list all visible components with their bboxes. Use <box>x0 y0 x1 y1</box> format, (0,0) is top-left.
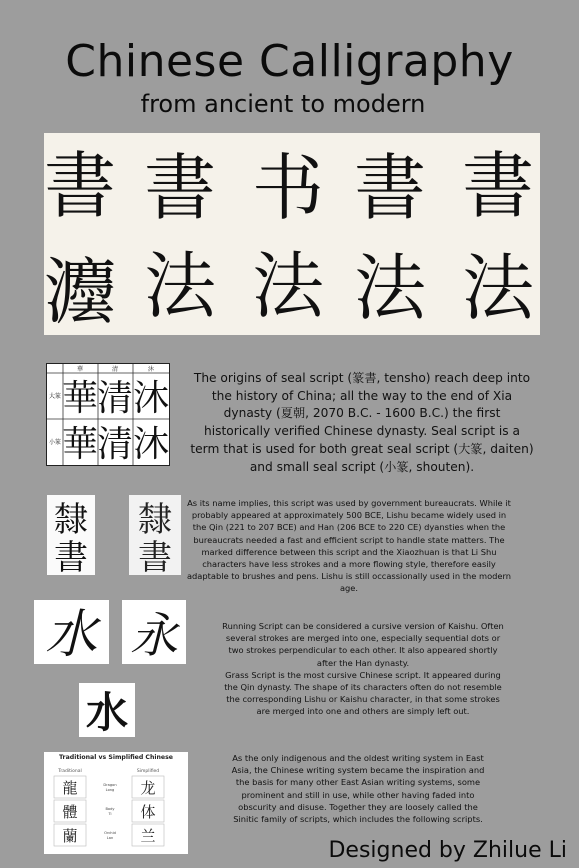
banner-glyph-top-1: 書 <box>44 144 117 228</box>
grass-script-sample-image <box>122 600 186 664</box>
running-script-paragraph <box>222 620 504 718</box>
banner-glyph-bottom-4: 法 <box>354 246 427 330</box>
tradsimp-simp-1: 龙 <box>140 779 156 797</box>
tradsimp-title: Traditional vs Simplified Chinese <box>59 754 173 761</box>
tradsimp-simp-3: 兰 <box>140 827 156 845</box>
seal-header-2: 清 <box>111 366 119 373</box>
tradsimp-trad-2: 體 <box>62 803 78 821</box>
banner-glyph-top-4: 書 <box>354 146 427 230</box>
poster-title: Chinese Calligraphy <box>65 36 514 87</box>
seal-cell-1-2: 清 <box>96 378 134 419</box>
running-1-char: 水 <box>44 605 98 664</box>
seal-row-label-1: 大篆 <box>48 393 62 400</box>
running-script-sample-2-image <box>79 683 135 737</box>
seal-cell-2-1: 華 <box>61 424 99 465</box>
banner-glyph-bottom-3: 法 <box>252 244 325 328</box>
banner-glyph-top-3: 书 <box>252 146 325 230</box>
running-script-sample-1-image <box>34 600 109 664</box>
tradsimp-pinyin-2: Ti <box>108 812 112 816</box>
calligraphy-banner-image <box>44 133 540 335</box>
tradsimp-col-left: Traditional <box>58 769 82 774</box>
lishu-2-char-2: 書 <box>138 538 172 575</box>
lishu-1-char-2: 書 <box>54 538 88 575</box>
poster-subtitle: from ancient to modern <box>140 90 426 118</box>
tradsimp-simp-2: 体 <box>140 803 156 821</box>
lishu-1-char-1: 隸 <box>54 500 88 540</box>
running-3-char: 水 <box>85 688 129 737</box>
designer-signature: Designed by Zhilue Li <box>328 838 567 863</box>
seal-cell-2-3: 沐 <box>132 424 169 465</box>
seal-cell-2-2: 清 <box>96 424 134 465</box>
traditional-vs-simplified-image <box>44 752 188 854</box>
seal-header-3: 沐 <box>147 366 155 373</box>
banner-glyph-bottom-1: 灋 <box>44 250 117 334</box>
tradsimp-trad-3: 蘭 <box>62 827 78 845</box>
tradsimp-col-right: Simplified <box>136 769 160 774</box>
banner-glyph-top-2: 書 <box>144 146 217 230</box>
lishu-paragraph: As its name implies, this script was used by government bureaucrats. While it probably appeared at approximately 500 BCE, Lishu became widely used in the Qin (221 to 207 BCE) and Han (206 BCE to 220 CE) dyansties when the bureaucrats needed a fast and efficient script to handle state matters. The marked difference between this script and the Xiaozhuan is that Li Shu characters have less strokes and a more flowing style, therefore easily adaptable to brushes and pens. Lishu is still occassionally used in the modern age. <box>186 498 512 594</box>
sinitic-paragraph: As the only indigenous and the oldest writing system in East Asia, the Chinese writing system became the inspiration and the basis for many other East Asian writing systems, some prominent and still in use, while other having faded into obscurity and disuse. Together they are loosely called the Sinitic family of scripts, which includes the following scripts. <box>231 753 485 825</box>
banner-glyph-bottom-2: 法 <box>144 244 217 328</box>
seal-script-table-image <box>46 363 170 466</box>
banner-glyph-top-5: 書 <box>462 144 535 228</box>
tradsimp-mid-1: Dragon <box>103 783 117 787</box>
calligraphy-banner-svg <box>44 133 540 335</box>
tradsimp-pinyin-3: Lan <box>106 836 114 840</box>
grass-script-text: Grass Script is the most cursive Chinese script. It appeared during the Qin dynasty. The shape of its characters often do not resemble the corresponding Lishu or Kaishu character, in that some strokes are merged into one and others are simply left out. <box>224 669 502 717</box>
running-2-char: 永 <box>129 608 179 664</box>
banner-glyph-bottom-5: 法 <box>462 246 535 330</box>
running-script-text: Running Script can be considered a cursive version of Kaishu. Often several strokes are merged into one, especially sequential dots or two strokes perpendicular to each other. It also appeared shortly after the Han dynasty. <box>222 621 504 668</box>
seal-cell-1-1: 華 <box>61 378 99 419</box>
seal-cell-1-3: 沐 <box>132 378 169 419</box>
tradsimp-mid-3: Orchid <box>104 831 116 835</box>
tradsimp-trad-1: 龍 <box>62 779 78 797</box>
seal-script-paragraph: The origins of seal script (篆書, tensho) reach deep into the history of China; all the way to the end of Xia dynasty (夏朝, 2070 B.C. - 1600 B.C.) the first historically verified Chinese dynasty. Seal script is a term that is used for both great seal script (大篆, daiten) and small seal script (小篆, shouten). <box>190 371 534 474</box>
seal-table-svg <box>47 364 169 465</box>
tradsimp-mid-2: Body <box>105 807 115 811</box>
seal-header-1: 華 <box>76 366 84 373</box>
lishu-2-char-1: 隸 <box>138 500 172 540</box>
lishu-sample-1-image <box>47 495 95 575</box>
lishu-sample-2-image <box>129 495 181 575</box>
seal-row-label-2: 小篆 <box>48 439 62 446</box>
tradsimp-pinyin-1: Long <box>105 788 115 792</box>
